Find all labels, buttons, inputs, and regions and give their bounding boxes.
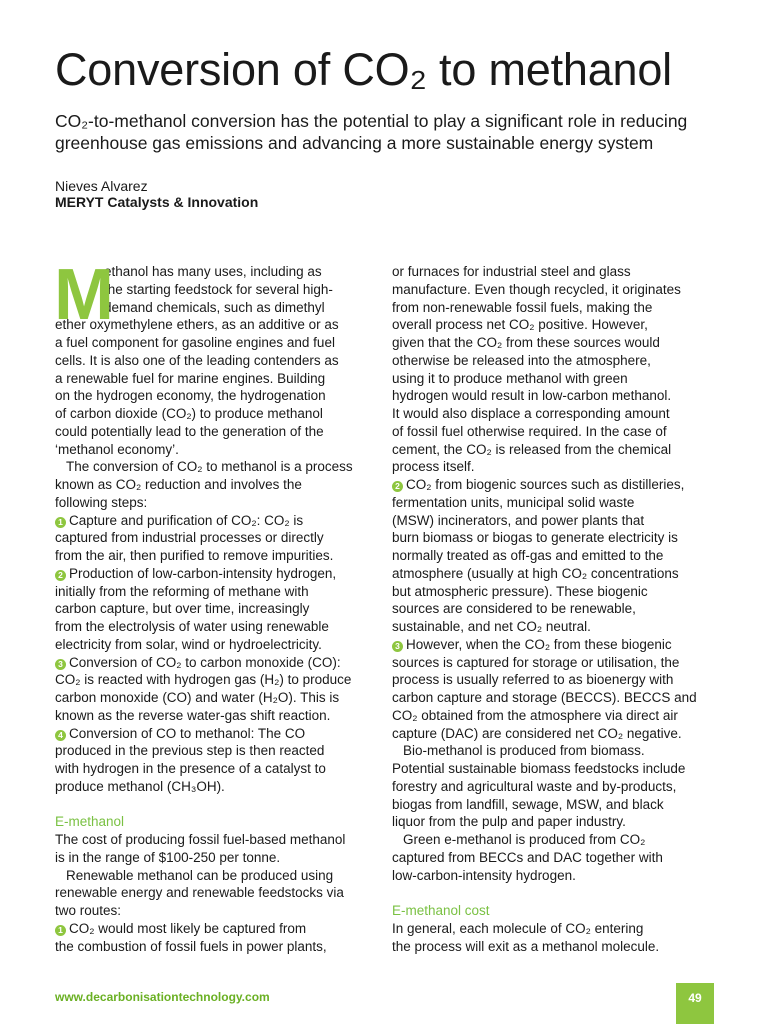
article-title: Conversion of CO₂ to methanol: [55, 44, 672, 95]
text-line: low-carbon-intensity hydrogen.: [392, 867, 576, 883]
text-line: forestry and agricultural waste and by-products,: [392, 778, 677, 794]
text-line: atmosphere (usually at high CO₂ concentrations: [392, 565, 679, 581]
paragraph-gap: [55, 796, 380, 814]
text-line: overall process net CO₂ positive. However,: [392, 317, 648, 333]
text-line: could potentially lead to the generation of the: [55, 423, 324, 439]
list-item: [392, 476, 717, 494]
text-line: In general, each molecule of CO₂ entering: [392, 920, 644, 936]
text-line: CO₂ obtained from the atmosphere via direct air: [392, 707, 678, 723]
subtitle-line: greenhouse gas emissions and advancing a more sustainable energy system: [55, 133, 654, 153]
article-subtitle: [55, 110, 725, 154]
text-line: normally treated as off-gas and emitted to the: [392, 548, 664, 563]
page-number: 49: [688, 991, 702, 1005]
text-line: initially from the reforming of methane with: [55, 583, 309, 599]
text-line: ether oxymethylene ethers, as an additive or as: [55, 317, 339, 333]
text-line: However, when the CO₂ from these biogenic: [406, 636, 672, 652]
text-line: from the air, then purified to remove impurities.: [55, 548, 334, 563]
text-line: the combustion of fossil fuels in power plants,: [55, 938, 327, 954]
text-line: ‘methanol economy’.: [55, 441, 179, 457]
text-line: CO₂ from biogenic sources such as distilleries,: [406, 477, 685, 492]
right-column: [392, 263, 717, 955]
text-line: known as the reverse water-gas shift reaction.: [55, 707, 331, 723]
list-item: [392, 636, 717, 654]
text-line: a fuel component for gasoline engines and fuel: [55, 335, 335, 350]
text-line: following steps:: [55, 494, 148, 510]
text-line: demand chemicals, such as dimethyl: [104, 299, 325, 315]
text-line: captured from industrial processes or directly: [55, 530, 324, 546]
author-organization: MERYT Catalysts & Innovation: [55, 194, 259, 210]
text-line: carbon capture, but over time, increasingly: [55, 601, 310, 617]
text-line: but atmospheric pressure). These biogenic: [392, 583, 648, 599]
text-line: Bio-methanol is produced from biomass.: [403, 743, 645, 759]
text-line: carbon capture and storage (BECCS). BECCS and: [392, 690, 697, 705]
text-line: produced in the previous step is then reacted: [55, 743, 325, 759]
text-line: sources is captured for storage or utilisation, the: [392, 654, 680, 670]
text-line: The conversion of CO₂ to methanol is a process: [66, 459, 353, 475]
text-line: Potential sustainable biomass feedstocks include: [392, 761, 686, 776]
text-line: the process will exit as a methanol molecule.: [392, 938, 660, 954]
text-line: known as CO₂ reduction and involves the: [55, 477, 302, 492]
text-line: It would also displace a corresponding amount: [392, 406, 670, 421]
list-item: [55, 920, 380, 938]
text-line: sustainable, and net CO₂ neutral.: [392, 619, 591, 634]
number-2-icon: 2: [55, 570, 66, 581]
page-number-badge: [676, 983, 714, 1024]
text-line: CO₂ would most likely be captured from: [69, 920, 307, 936]
section-heading-e-methanol: E-methanol: [55, 814, 125, 830]
text-line: ethanol has many uses, including as: [104, 264, 322, 279]
text-line: electricity from solar, wind or hydroelectricity.: [55, 636, 322, 652]
text-line: captured from BECCs and DAC together with: [392, 849, 663, 865]
text-line: Conversion of CO to methanol: The CO: [69, 725, 306, 741]
text-line: otherwise be released into the atmosphere,: [392, 352, 651, 368]
number-3-icon: 3: [55, 659, 66, 670]
text-line: biogas from landfill, sewage, MSW, and black: [392, 796, 664, 812]
list-item: [55, 512, 380, 530]
text-line: process itself.: [392, 459, 475, 475]
text-line: burn biomass or biogas to generate electricity is: [392, 530, 678, 546]
text-line: Renewable methanol can be produced using: [66, 867, 334, 883]
text-line: The cost of producing fossil fuel-based methanol: [55, 832, 346, 847]
number-1-icon: 1: [55, 925, 66, 936]
section-heading-e-methanol-cost: E-methanol cost: [392, 903, 490, 918]
text-line: or furnaces for industrial steel and glass: [392, 264, 631, 279]
text-line: from the electrolysis of water using renewable: [55, 619, 329, 634]
text-line: the starting feedstock for several high-: [104, 281, 333, 297]
text-line: renewable energy and renewable feedstocks via: [55, 885, 344, 901]
number-3-icon: 3: [392, 641, 403, 652]
text-line: fermentation units, municipal solid waste: [392, 494, 635, 510]
text-line: carbon monoxide (CO) and water (H₂O). This is: [55, 690, 340, 705]
text-line: on the hydrogen economy, the hydrogenation: [55, 388, 326, 404]
author-name: Nieves Alvarez: [55, 178, 148, 194]
subtitle-line: CO₂-to-methanol conversion has the potential to play a significant role in reducing: [55, 111, 688, 131]
text-line: given that the CO₂ from these sources would: [392, 335, 660, 350]
text-line: with hydrogen in the presence of a catalyst to: [55, 761, 326, 776]
list-item: [55, 654, 380, 672]
text-line: capture (DAC) are considered net CO₂ negative.: [392, 725, 682, 741]
text-line: Production of low-carbon-intensity hydrogen,: [69, 565, 337, 581]
text-line: from non-renewable fossil fuels, making the: [392, 299, 653, 315]
text-line: liquor from the pulp and paper industry.: [392, 814, 626, 830]
number-1-icon: 1: [55, 517, 66, 528]
text-line: Green e-methanol is produced from CO₂: [403, 832, 646, 847]
text-line: hydrogen would result in low-carbon methanol.: [392, 388, 672, 404]
footer-website-link[interactable]: www.decarbonisationtechnology.com: [55, 990, 270, 1004]
left-column: [54, 255, 380, 955]
text-line: cement, the CO₂ is released from the chemical: [392, 441, 672, 457]
drop-cap: M: [54, 255, 114, 335]
text-line: (MSW) incinerators, and power plants that: [392, 512, 645, 528]
text-line: is in the range of $100-250 per tonne.: [55, 849, 281, 865]
text-line: manufacture. Even though recycled, it originates: [392, 281, 681, 297]
text-line: of fossil fuel otherwise required. In the case of: [392, 423, 667, 439]
text-line: sources are considered to be renewable,: [392, 601, 636, 617]
text-line: cells. It is also one of the leading contenders as: [55, 352, 339, 368]
text-line: a renewable fuel for marine engines. Building: [55, 370, 326, 386]
text-line: two routes:: [55, 903, 122, 918]
number-4-icon: 4: [55, 730, 66, 741]
number-2-icon: 2: [392, 481, 403, 492]
text-line: process is usually referred to as bioenergy with: [392, 672, 674, 688]
text-line: Capture and purification of CO₂: CO₂ is: [69, 512, 304, 528]
text-line: Conversion of CO₂ to carbon monoxide (CO):: [69, 654, 341, 670]
text-line: produce methanol (CH₃OH).: [55, 778, 225, 794]
text-line: of carbon dioxide (CO₂) to produce methanol: [55, 406, 323, 421]
paragraph-gap: [392, 884, 717, 902]
text-line: using it to produce methanol with green: [392, 370, 628, 386]
text-line: CO₂ is reacted with hydrogen gas (H₂) to produce: [55, 672, 352, 688]
list-item: [55, 565, 380, 583]
list-item: [55, 725, 380, 743]
